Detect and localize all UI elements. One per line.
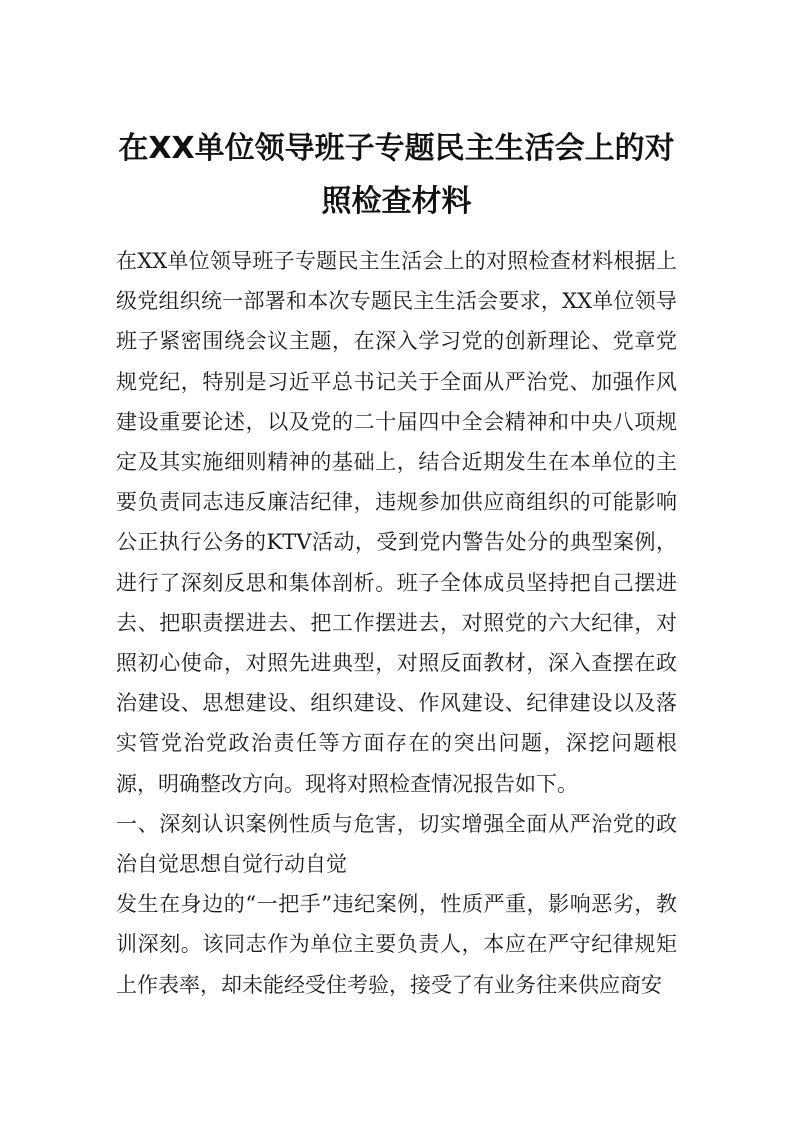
section-heading-1: 一、深刻认识案例性质与危害，切实增强全面从严治党的政治自觉思想自觉行动自觉 [116, 811, 677, 877]
section-1-paragraph: 发生在身边的“一把手”违纪案例，性质严重，影响恶劣，教训深刻。该同志作为单位主要负责人，本应在严守纪律规矩上作表率，却未能经受住考验，接受了有业务往来供应商安 [116, 892, 677, 997]
document-body [116, 241, 677, 1005]
document-title: 在XX单位领导班子专题民主生活会上的对照检查材料 [118, 131, 675, 219]
intro-paragraph: 在XX单位领导班子专题民主生活会上的对照检查材料根据上级党组织统一部署和本次专题民主生活会要求，XX单位领导班子紧密围绕会议主题，在深入学习党的创新理论、党章党规党纪，特别是习近平总书记关于全面从严治党、加强作风建设重要论述，以及党的二十届四中全会精神和中央八项规定及其实施细则精神的基础上，结合近期发生在本单位的主要负责同志违反廉洁纪律，违规参加供应商组织的可能影响公正执行公务的KTV活动，受到党内警告处分的典型案例，进行了深刻反思和集体剖析。班子全体成员坚持把自己摆进去、把职责摆进去、把工作摆进去，对照党的六大纪律，对照初心使命，对照先进典型，对照反面教材，深入查摆在政治建设、思想建设、组织建设、作风建设、纪律建设以及落实管党治党政治责任等方面存在的突出问题，深挖问题根源，明确整改方向。现将对照检查情况报告如下。 [116, 249, 677, 796]
